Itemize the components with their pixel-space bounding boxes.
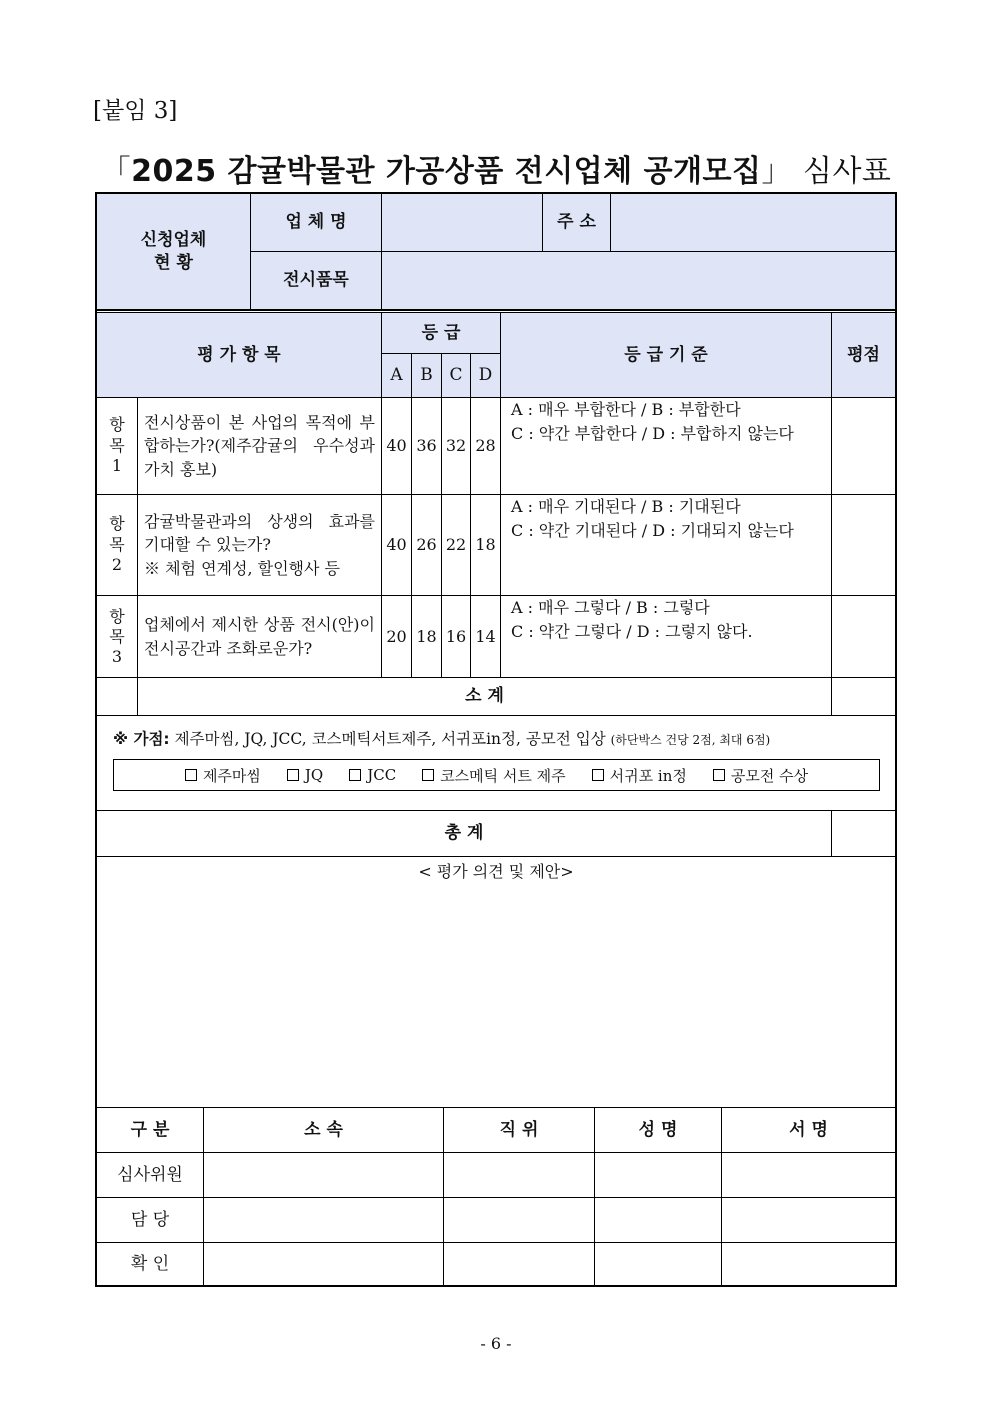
checkbox-icon[interactable]: [592, 769, 604, 781]
grid-line: [594, 1107, 595, 1285]
bonus-option-cosmetic[interactable]: [422, 765, 565, 786]
grid-line: [97, 1242, 895, 1243]
item-2-rating-field[interactable]: [832, 495, 895, 595]
grid-line: [443, 1107, 444, 1285]
company-name-label: 업 체 명: [251, 194, 381, 251]
sig-header-name: 성 명: [638, 1119, 678, 1140]
item-2-criteria: [501, 495, 831, 595]
grade-a-header: A: [382, 354, 411, 397]
title-suffix: 심사표: [802, 154, 892, 189]
item-3-score-d: 14: [475, 626, 496, 646]
item-3-label: 항 목 3: [109, 606, 125, 666]
grid-line: [831, 312, 832, 716]
item-2-score-b: 26: [416, 535, 437, 555]
item-2-score-d: 18: [475, 535, 496, 555]
opinion-field[interactable]: [97, 886, 895, 1106]
grid-line: [97, 856, 895, 857]
opinion-label: < 평가 의견 및 제안>: [418, 862, 574, 882]
grade-b-header: B: [412, 354, 441, 397]
item-1-criteria-line-2: C : 약간 부합한다 / D : 부합하지 않는다: [511, 424, 794, 443]
grid-line: [97, 1152, 895, 1153]
grid-line: [721, 1107, 722, 1285]
page-number: - 6 -: [480, 1334, 512, 1353]
bonus-text: 제주마씸, JQ, JCC, 코스메틱서트제주, 서귀포in정, 공모전 입상: [174, 730, 606, 748]
products-label: 전시품목: [251, 252, 381, 309]
grid-line: [831, 810, 832, 856]
sig-header-position: 직 위: [499, 1119, 539, 1140]
item-3-criteria: [501, 596, 831, 677]
subtotal-label: 소 계: [465, 686, 504, 707]
item-3-question: 업체에서 제시한 상품 전시(안)이 전시공간과 조화로운가?: [144, 615, 375, 658]
sig-header-affiliation: 소 속: [304, 1119, 343, 1140]
item-2-label: 항 목 2: [109, 513, 125, 575]
item-3-score-a: 20: [386, 626, 407, 646]
item-3-rating-field[interactable]: [832, 596, 895, 677]
item-3-score-b: 18: [416, 626, 437, 646]
item-1-score-c: 32: [445, 436, 467, 456]
sig-row-manager: 담 당: [130, 1209, 170, 1230]
grid-line: [500, 312, 501, 678]
checkbox-icon[interactable]: [422, 769, 434, 781]
grid-line: [137, 397, 138, 716]
item-1-score-a: 40: [386, 436, 407, 456]
grid-line: [411, 353, 412, 678]
item-1-label: 항 목 1: [109, 414, 125, 476]
item-2-score-a: 40: [386, 535, 407, 555]
item-2-criteria-line-2: C : 약간 기대된다 / D : 기대되지 않는다: [511, 521, 794, 540]
bonus-option-label: 제주마씸: [202, 766, 261, 785]
item-1-criteria: [501, 398, 831, 494]
bonus-option-seogwipo[interactable]: [592, 765, 687, 786]
grid-line: [97, 312, 895, 313]
sig-row-reviewer: 심사위원: [117, 1164, 183, 1185]
grade-c-header: C: [442, 354, 470, 397]
item-3-criteria-line-2: C : 약간 그렇다 / D : 그렇지 않다.: [511, 622, 753, 641]
title-main: 2025 감귤박물관 가공상품 전시업체 공개모집: [131, 154, 762, 189]
grid-line: [250, 251, 895, 252]
bonus-option-jejumassim[interactable]: [185, 765, 261, 786]
bonus-option-jq[interactable]: [287, 766, 323, 784]
sig-row-confirm: 확 인: [130, 1253, 170, 1274]
sig-header-signature: 서 명: [789, 1119, 828, 1140]
total-field[interactable]: [832, 811, 895, 856]
sig-header-category: 구 분: [130, 1119, 170, 1140]
address-field[interactable]: [611, 194, 895, 251]
bonus-prefix: ※ 가점:: [113, 730, 170, 748]
products-field[interactable]: [382, 252, 895, 309]
grade-header: 등 급: [382, 313, 500, 353]
grid-line: [610, 194, 611, 251]
item-3-score-c: 16: [445, 626, 467, 646]
eval-items-header: 평 가 항 목: [97, 313, 381, 397]
grid-line: [203, 1107, 204, 1285]
applicant-status-label: 신청업체 현 황: [97, 194, 250, 309]
title-open-bracket: 「: [100, 154, 132, 189]
item-1-score-d: 28: [475, 436, 496, 456]
item-1-question: 전시상품이 본 사업의 목적에 부합하는가?(제주감귤의 우수성과 가치 홍보): [144, 413, 375, 479]
bonus-option-label: JCC: [367, 766, 397, 784]
grid-line: [97, 595, 895, 596]
document-title: [0, 146, 992, 190]
checkbox-icon[interactable]: [713, 769, 725, 781]
grid-line: [250, 194, 251, 310]
grid-line: [97, 677, 895, 678]
checkbox-icon[interactable]: [287, 769, 299, 781]
bonus-option-jcc[interactable]: [349, 766, 396, 784]
grid-line: [542, 194, 543, 251]
title-close-bracket: 」: [761, 154, 793, 189]
item-3-criteria-line-1: A : 매우 그렇다 / B : 그렇다: [511, 598, 710, 617]
checkbox-icon[interactable]: [185, 769, 197, 781]
bonus-option-label: 서귀포 in정: [609, 766, 687, 785]
bonus-options-box: [113, 759, 880, 791]
score-header: 평점: [832, 313, 895, 397]
subtotal-field[interactable]: [832, 678, 895, 715]
bonus-option-label: 코스메틱 서트 제주: [440, 766, 566, 785]
grid-line: [97, 1107, 895, 1108]
criteria-header: 등 급 기 준: [501, 313, 831, 397]
bonus-option-label: JQ: [304, 766, 324, 784]
grid-line: [97, 309, 895, 311]
attachment-label: [붙임 3]: [93, 98, 178, 124]
item-1-criteria-line-1: A : 매우 부합한다 / B : 부합한다: [511, 400, 741, 419]
item-2-criteria-line-1: A : 매우 기대된다 / B : 기대된다: [511, 497, 741, 516]
grid-line: [97, 1197, 895, 1198]
grid-line: [470, 353, 471, 678]
grid-line: [97, 494, 895, 495]
item-1-score-b: 36: [416, 436, 437, 456]
grid-line: [441, 353, 442, 678]
bonus-description: [113, 727, 893, 749]
grid-line: [97, 715, 895, 716]
item-2-question: 감귤박물관과의 상생의 효과를 기대할 수 있는가? ※ 체험 연계성, 할인행사 등: [144, 512, 375, 578]
item-2-score-c: 22: [445, 535, 467, 555]
bonus-option-contest[interactable]: [713, 765, 808, 786]
bonus-note: (하단박스 건당 2점, 최대 6점): [610, 733, 771, 747]
address-label: 주 소: [543, 194, 610, 251]
bonus-option-label: 공모전 수상: [730, 766, 809, 785]
grid-line: [97, 397, 895, 398]
total-label: 총 계: [444, 823, 484, 844]
grid-line: [381, 194, 382, 310]
grid-line: [381, 312, 382, 678]
grade-d-header: D: [471, 354, 500, 397]
grid-line: [97, 810, 895, 811]
item-1-rating-field[interactable]: [832, 398, 895, 494]
company-name-field[interactable]: [382, 194, 542, 251]
checkbox-icon[interactable]: [349, 769, 361, 781]
